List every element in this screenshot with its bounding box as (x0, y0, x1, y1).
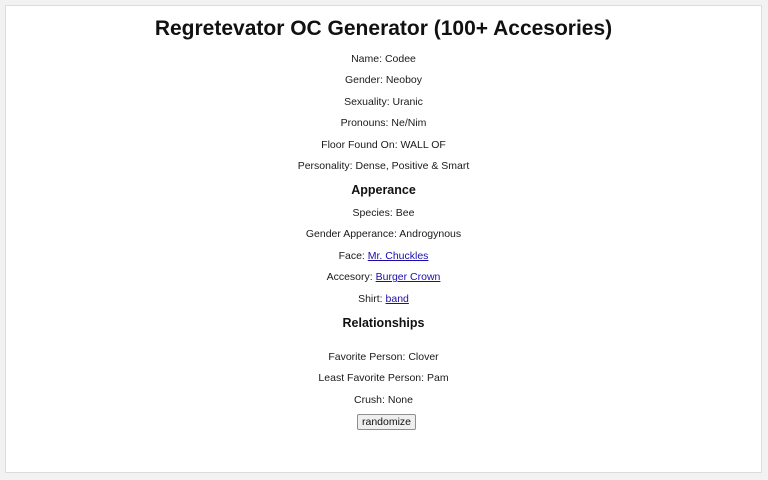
relationships-heading: Relationships (342, 316, 425, 330)
floor-row (6, 138, 761, 152)
sexuality-row (6, 95, 761, 109)
crush-label: Crush: (354, 394, 385, 406)
crush-value: None (387, 394, 413, 406)
accessory-row (6, 270, 761, 284)
page-title: Regretevator OC Generator (100+ Accesories) (154, 17, 613, 40)
accessory-label: Accesory: (326, 271, 373, 283)
personality-row (6, 159, 761, 173)
accessory-link[interactable]: Burger Crown (375, 271, 441, 283)
gender-label: Gender: (344, 74, 383, 86)
personality-value: Dense, Positive & Smart (355, 160, 470, 172)
floor-value: WALL OF (400, 139, 446, 151)
generator-card (5, 5, 762, 473)
gender-value: Neoboy (385, 74, 423, 86)
least-favorite-person-value: Pam (426, 372, 449, 384)
sexuality-value: Uranic (392, 96, 423, 108)
face-link[interactable]: Mr. Chuckles (367, 250, 429, 262)
species-value: Bee (395, 207, 415, 219)
randomize-button[interactable]: randomize (357, 414, 416, 430)
gender-appearance-value: Androgynous (399, 228, 462, 240)
gender-appearance-label: Gender Apperance: (305, 228, 397, 240)
species-row (6, 206, 761, 220)
species-label: Species: (352, 207, 393, 219)
face-label: Face: (338, 250, 365, 262)
name-value: Codee (384, 53, 416, 65)
shirt-label: Shirt: (358, 293, 383, 305)
floor-label: Floor Found On: (321, 139, 398, 151)
name-row (6, 52, 761, 66)
pronouns-row (6, 116, 761, 130)
least-favorite-person-label: Least Favorite Person: (318, 372, 425, 384)
favorite-person-row (6, 350, 761, 364)
favorite-person-value: Clover (408, 351, 439, 363)
name-label: Name: (351, 53, 383, 65)
face-row (6, 249, 761, 263)
gender-row (6, 73, 761, 87)
gender-appearance-row (6, 227, 761, 241)
shirt-link[interactable]: band (385, 293, 409, 305)
appearance-heading: Apperance (351, 183, 416, 197)
sexuality-label: Sexuality: (344, 96, 390, 108)
favorite-person-label: Favorite Person: (328, 351, 406, 363)
shirt-row (6, 292, 761, 306)
least-favorite-person-row (6, 371, 761, 385)
crush-row (6, 393, 761, 407)
pronouns-value: Ne/Nim (391, 117, 427, 129)
pronouns-label: Pronouns: (340, 117, 389, 129)
personality-label: Personality: (297, 160, 353, 172)
